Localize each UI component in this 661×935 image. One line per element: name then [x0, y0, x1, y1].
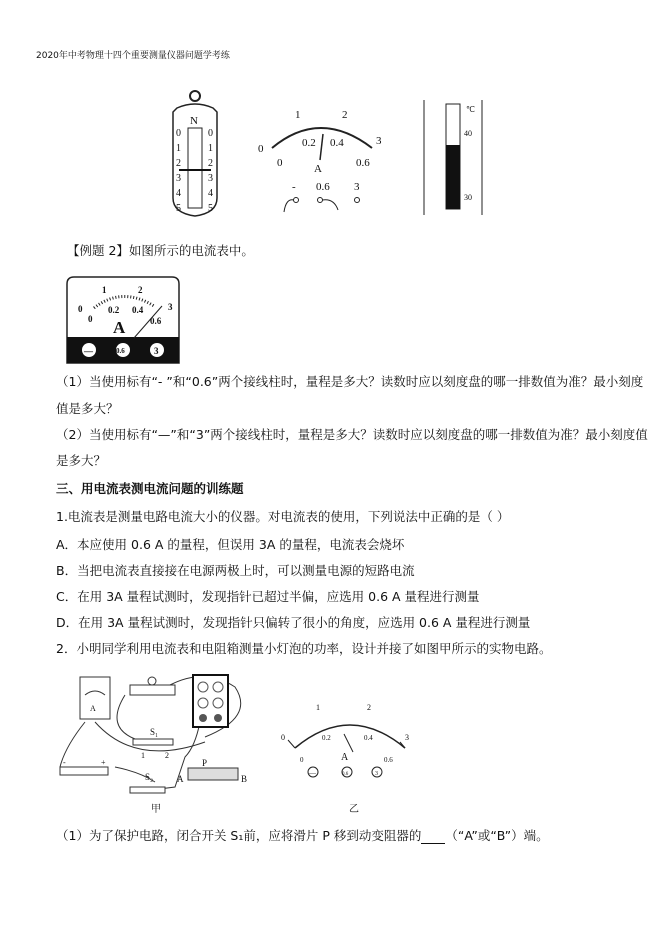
figure-label: 0: [300, 756, 304, 764]
circuit-figure-jia: [55, 667, 255, 802]
q1-option-b: B．当把电流表直接接在电源两极上时，可以测量电源的短路电流: [56, 563, 415, 578]
section-title: 三、用电流表测电流问题的训练题: [56, 481, 244, 496]
q1-option-c: C．在用 3A 量程试测时，发现指针已超过半偏，应选用 0.6 A 量程进行测量: [56, 589, 480, 604]
figure-label: 1: [102, 285, 107, 295]
figure-label: —: [84, 346, 93, 356]
figure-label: 0.4: [364, 734, 373, 742]
figure-label: 1: [208, 143, 213, 154]
caption-jia: 甲: [151, 804, 161, 815]
figure-label: B: [241, 774, 248, 784]
figure-label: 2: [165, 751, 169, 760]
figure-label: P: [202, 758, 208, 768]
q1-option-d: D．在用 3A 量程试测时，发现指针只偏转了很小的角度，应选用 0.6 A 量程进行测量: [56, 615, 531, 630]
figure-label: 2: [138, 285, 143, 295]
figure-label: 3: [376, 135, 382, 147]
figure-label: 0: [176, 128, 181, 139]
ammeter-dial-figure-yi: [280, 700, 420, 780]
figure-label: 0: [281, 733, 285, 742]
figure-label: 0: [208, 128, 213, 139]
q2-sub1-text-after: （“A”或“B”）端。: [445, 828, 549, 843]
caption-yi: 乙: [349, 804, 359, 815]
figure-label: 1: [316, 703, 320, 712]
figure-label: 2: [208, 158, 213, 169]
figure-label: 1: [295, 109, 301, 121]
example2-q1-line2: 值是多大？: [56, 401, 119, 416]
figure-label: 0.6: [356, 157, 370, 169]
figure-label: 3: [354, 181, 360, 193]
spring-scale-figure: [165, 88, 225, 218]
answer-blank: [421, 831, 445, 844]
example2-title: 【例题 2】如图所示的电流表中。: [67, 243, 254, 258]
q2-sub1-text: （1）为了保护电路，闭合开关 S₁前，应将滑片 P 移到动变阻器的: [56, 828, 422, 843]
figure-label: 3: [405, 733, 409, 742]
figure-label: ℃: [466, 105, 475, 114]
q2-stem: 2．小明同学利用电流表和电阻箱测量小灯泡的功率，设计并接了如图甲所示的实物电路。: [56, 641, 552, 656]
q1-stem: 1.电流表是测量电路电流大小的仪器。对电流表的使用，下列说法中正确的是（ ）: [56, 509, 510, 524]
figure-label: 2: [176, 158, 181, 169]
figure-label: A: [90, 704, 96, 713]
example2-q2-line2: 是多大？: [56, 453, 107, 468]
figure-label: —: [309, 769, 316, 777]
figure-label: 3: [208, 173, 213, 184]
figure-label: 0: [78, 304, 83, 314]
unit-label: N: [190, 115, 198, 127]
figure-label: 0.6: [150, 316, 162, 326]
page-header: 2020年中考物理十四个重要测量仪器问题学考练: [36, 51, 230, 61]
figure-label: 0: [277, 157, 283, 169]
figure-label: 40: [464, 129, 472, 138]
figure-label: 2: [342, 109, 348, 121]
figure-label: 3: [168, 302, 173, 312]
figure-label: +: [101, 758, 106, 767]
figure-label: 0.4: [330, 137, 344, 149]
figure-label: 0.2: [108, 305, 120, 315]
figure-label: A: [177, 774, 184, 784]
figure-label: 0: [258, 143, 264, 155]
figure-label: 1: [141, 751, 145, 760]
figure-label: 5: [208, 203, 213, 214]
figure-label: -: [292, 181, 296, 193]
figure-label: 3: [154, 346, 159, 356]
figure-label: 0.6: [316, 181, 330, 193]
ammeter-scale-figure: [250, 100, 390, 215]
example2-q1-line1: （1）当使用标有“- ”和“0.6”两个接线柱时，量程是多大？读数时应以刻度盘的哪一排数值为准？最小刻度: [56, 374, 644, 389]
figure-label: A: [341, 752, 349, 763]
figure-label: 3: [176, 173, 181, 184]
q2-sub1: [56, 828, 549, 844]
figure-label: S₂: [145, 772, 154, 782]
figure-label: 0.2: [322, 734, 331, 742]
figure-label: 1: [176, 143, 181, 154]
figure-label: 0.4: [132, 305, 144, 315]
figure-label: 30: [464, 193, 472, 202]
figure-label: 4: [176, 188, 181, 199]
example2-q2-line1: （2）当使用标有“—”和“3”两个接线柱时，量程是多大？读数时应以刻度盘的哪一排数值为准？最小刻度值: [56, 427, 648, 442]
figure-label: 0: [88, 314, 93, 324]
example2-ammeter-figure: [66, 276, 180, 364]
figure-label: 0.2: [302, 137, 316, 149]
figure-label: 0.6: [342, 772, 349, 777]
figure-label: A: [113, 318, 126, 337]
figure-label: 5: [176, 203, 181, 214]
figure-label: S₁: [150, 727, 159, 737]
figure-label: 4: [208, 188, 213, 199]
figure-label: -: [63, 758, 66, 767]
figure-label: 0.6: [384, 756, 393, 764]
figure-label: 2: [367, 703, 371, 712]
q1-option-a: A．本应使用 0.6 A 的量程，但误用 3A 的量程，电流表会烧坏: [56, 537, 405, 552]
thermometer-figure: [420, 100, 490, 215]
figure-label: A: [314, 163, 322, 175]
figure-label: 0.6: [116, 347, 125, 355]
figure-label: 3: [375, 771, 378, 777]
